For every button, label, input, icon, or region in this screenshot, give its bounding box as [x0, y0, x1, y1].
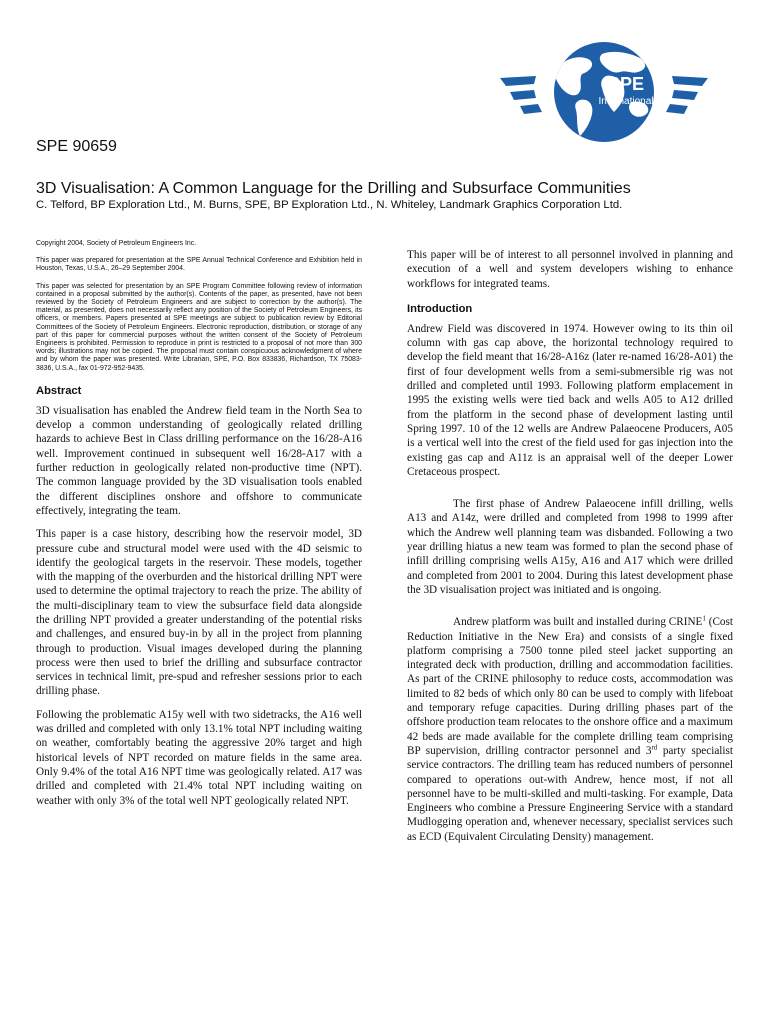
selection-note: This paper was selected for presentation by an SPE Program Committee following review of information contained in a proposal submitted by the author(s). Contents of the paper, as presented, have not been reviewed by the Society of Petroleum Engineers and are subject to correction by the author(s). The material, as presented, does not necessarily reflect any position of the Society of Petroleum Engineers, its officers, or members. Papers presented at SPE meetings are subject to publication review by Editorial Committees of the Society of Petroleum Engineers. Electronic reproduction, distribution, or storage of any part of this paper for commercial purposes without the written consent of the Society of Petroleum Engineers is prohibited. Permission to reproduce in print is restricted to a proposal of not more than 300 words; illustrations may not be copied. The proposal must contain conspicuous acknowledgment of where and by whom the paper was presented. Write Librarian, SPE, P.O. Box 833836, Richardson, TX 75083-3836, U.S.A., fax 01-972-952-9435.	[36, 282, 362, 372]
abstract-paragraph-2: This paper is a case history, describing how the reservoir model, 3D pressure cube and structural model were used with the 4D seismic to identify the geological targets in the reservoir. These models, together with the mapping of the overburden and the historical drilling NPT were used to determine the optimal trajectory to reach the prize. The ability of the multi-disciplinary team to view the subsurface field data alongside the drilling NPT provided a greater understanding of the potential risks and challenges, and ensured buy-in by all in the project from planning through to production. Visual images developed during the planning process were then used to brief the drilling and subsurface contractor services in technical limit, pre-spud and refresher sessions prior to each drilling phase.	[36, 528, 362, 698]
prepared-note: This paper was prepared for presentation at the SPE Annual Technical Conference and Exhibition held in Houston, Texas, U.S.A., 26–29 September 2004.	[36, 257, 362, 273]
introduction-paragraph-3	[407, 615, 733, 844]
abstract-paragraph-3: Following the problematic A15y well with two sidetracks, the A16 well was drilled and completed with only 13.1% total NPT including waiting on weather, comfortably beating the aggressive 20% target and high historical levels of NPT recorded on mature fields in the same area. Only 9.4% of the total A16 NPT time was geologically related. A17 was drilled and completed with 21.4% total NPT including waiting on weather with only 3% of the total well NPT geologically related NPT.	[36, 708, 362, 807]
paper-authors: C. Telford, BP Exploration Ltd., M. Burns, SPE, BP Exploration Ltd., N. Whiteley, Landmark Graphics Corporation Ltd.	[36, 199, 623, 211]
introduction-heading: Introduction	[407, 302, 473, 315]
logo-spe-text: SPE	[607, 74, 645, 94]
right-column	[407, 248, 733, 853]
logo-international-text: International	[598, 96, 654, 107]
intro-p3-part-b: (Cost Reduction Initiative in the New Era) and consists of a single fixed platform comprising a 7500 tonne piled steel jacket supporting an integrated deck with production, drilling and accommodation facilities. As part of the CRINE philosophy to reduce costs, accommodation was limited to 82 beds of which only 80 can be used to comply with lifeboat and temporary refuge capacities. During drilling phases part of the offshore production team relocates to the onshore office and a maximum 42 beds are made available for the complete drilling team comprising BP supervision, drilling contractor personnel and 3	[407, 616, 733, 757]
ordinal-suffix: rd	[651, 743, 658, 752]
intro-p3-part-a: Andrew platform was built and installed during CRINE	[453, 616, 703, 629]
globe-logo-icon	[498, 40, 710, 143]
paper-title: 3D Visualisation: A Common Language for the Drilling and Subsurface Communities	[36, 180, 631, 197]
introduction-paragraph-1: Andrew Field was discovered in 1974. However owing to its thin oil column with gas cap above, the horizontal technology required to develop the field meant that 16/28-A16z (later re-named 16/28-A01) the first of four development wells from a semi-submersible rig was not drilled and completed until 1993. Following platform emplacement in 1995 the existing wells were tied back and wells A05 to A12 drilled from the platform in the second phase of development lasting until Spring 1997. 10 of the 12 wells are Andrew Palaeocene Producers, A05 is a vertical well into the crest of the field used for gas injection into the existing gas cap and A11z is an appraisal well of the deeper Lower Cretaceous prospect.	[407, 322, 733, 478]
footnote-ref-1: 1	[702, 614, 706, 623]
audience-paragraph: This paper will be of interest to all personnel involved in planning and execution of a well and system developers wishing to enhance workflows for integrated teams.	[407, 249, 733, 290]
introduction-paragraph-2: The first phase of Andrew Palaeocene infill drilling, wells A13 and A14z, were drilled and completed from 1998 to 1999 after which the Andrew well planning team was disbanded. Following a two year drilling hiatus a new team was formed to plan the second phase of infill drilling comprising wells A15y, A16 and A17 which were drilled and completed from 2001 to 2004. During this latest development phase the 3D visualisation project was initiated and is ongoing.	[407, 498, 733, 596]
abstract-paragraph-1: 3D visualisation has enabled the Andrew field team in the North Sea to develop a common understanding of geologically related drilling hazards to achieve Best in Class drilling performance on the 16/28-A16 well. Improvement continued in subsequent well 16/28-A17 with a further reduction in geologically related non-productive time (NPT). The common language provided by the 3D visualisation tools enabled the different disciplines onshore and offshore to communicate effectively, integrating the team.	[36, 404, 362, 517]
intro-p3-part-c: party specialist service contractors. The drilling team has reduced numbers of personnel compared to operations out-with Andrew, hence most, if not all personnel have to be multi-skilled and multi-tasking. For example, Data Engineers who combine a Pressure Engineering Service with a standard Mudlogging operation and, whenever necessary, specialist services such as ECD (Equivalent Circulating Density) management.	[407, 744, 733, 843]
paper-number: SPE 90659	[36, 138, 117, 155]
abstract-heading: Abstract	[36, 384, 82, 397]
copyright-note: Copyright 2004, Society of Petroleum Engineers Inc.	[36, 240, 197, 247]
left-column	[36, 240, 362, 817]
spe-international-logo	[498, 40, 710, 143]
